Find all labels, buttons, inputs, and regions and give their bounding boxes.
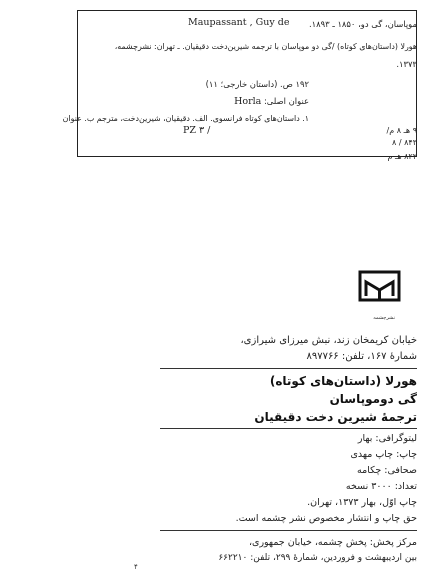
publisher-logo-icon	[358, 270, 401, 315]
cip-year: ۱۳۷۳.	[396, 59, 417, 69]
cip-original-title: Horla	[234, 96, 262, 107]
cip-author-latin: Maupassant , Guy de	[188, 17, 290, 28]
cip-class-pz: PZ ۳ /	[183, 125, 211, 136]
divider-bottom	[160, 530, 417, 531]
distribution-line-1: مرکز پخش: پخش چشمه، خیابان جمهوری،	[248, 537, 417, 548]
cip-class-dewey-1: ۸۴۳ / ۸	[392, 138, 417, 147]
cip-original-title-row	[234, 96, 309, 107]
publisher-address-line-2: شمارهٔ ۱۶۷، تلفن: ۸۹۷۷۶۶	[306, 351, 417, 362]
cip-author-persian: موپاسان، گی دو، ۱۸۵۰ ـ ۱۸۹۳.	[308, 19, 417, 29]
publisher-address-line-1: خیابان کریمخان زند، نبش میرزای شیرازی،	[240, 335, 417, 346]
cip-original-title-label: عنوان اصلی:	[263, 96, 309, 106]
cip-class-right: ۹ هـ ۸ م/	[386, 126, 417, 135]
book-title: هورلا (داستان‌های کوتاه)	[269, 374, 417, 388]
cip-pages-series: ۱۹۲ ص. (داستان خارجی؛ ۱۱)	[205, 79, 309, 89]
book-translator: ترجمهٔ شیرین دخت دقیقیان	[254, 410, 417, 424]
credit-printing: چاپ: چاپ مهدی	[350, 449, 417, 460]
cip-class-dewey-2: ۸۲۲ هـ م	[387, 152, 417, 161]
credit-lithography: لیتوگرافی: بهار	[357, 433, 417, 444]
credit-copies: تعداد: ۳۰۰۰ نسخه	[345, 481, 417, 492]
publisher-logo-caption: نشرچشمه	[373, 315, 395, 321]
cip-title-line: هورلا (داستان‌های کوتاه) /گی دو موپاسان با ترجمه شیرین‌دخت دقیقیان. ـ تهران: نشرچشمه،	[114, 42, 417, 51]
distribution-line-2: بین اردیبهشت و فروردین، شمارهٔ ۲۹۹، تلفن: ۶۶۲۲۱۰	[218, 553, 417, 563]
book-author: گی دوموپاسان	[329, 392, 417, 406]
divider-top	[160, 368, 417, 369]
cip-subjects: ۱. داستان‌های کوتاه فرانسوی. الف. دقیقیان، شیرین‌دخت، مترجم ب. عنوان	[62, 114, 309, 123]
credit-copyright: حق چاپ و انتشار مخصوص نشر چشمه است.	[235, 513, 417, 524]
credit-edition: چاپ اوّل، بهار ۱۳۷۳، تهران.	[307, 497, 417, 508]
divider-middle	[160, 428, 417, 429]
credit-binding: صحافی: چکامه	[357, 465, 417, 476]
page-number: ۴	[134, 563, 138, 571]
